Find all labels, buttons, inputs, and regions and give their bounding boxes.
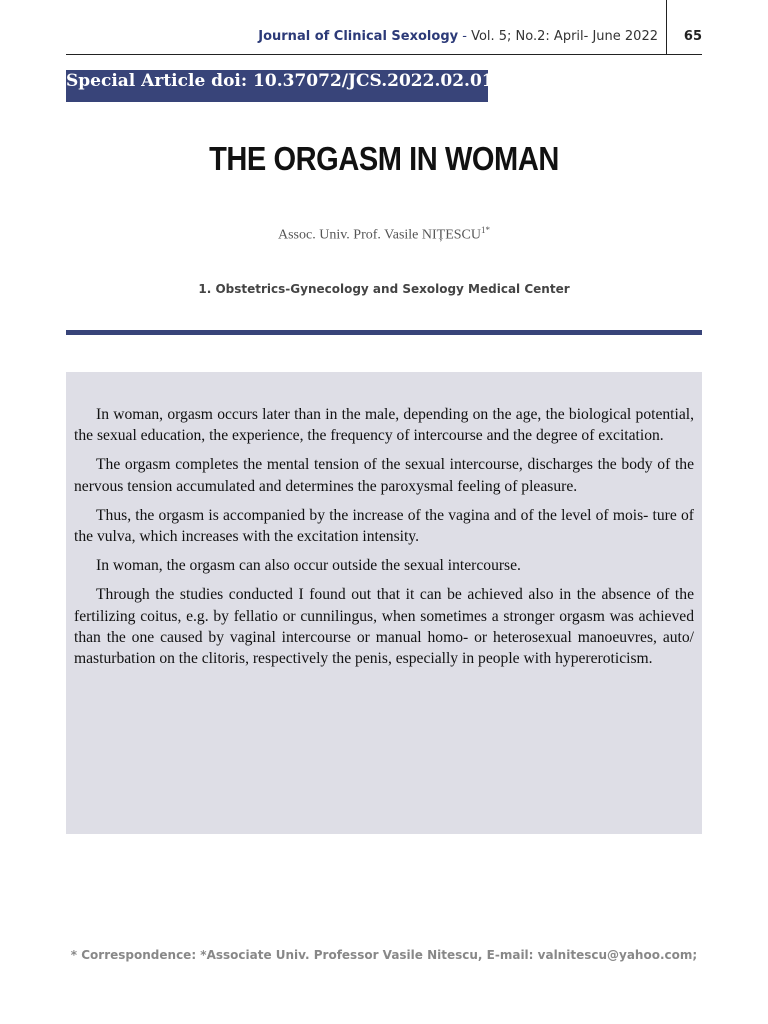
article-type-doi: Special Article doi: 10.37072/JCS.2022.02.01 (66, 71, 494, 91)
journal-name: Journal of Clinical Sexology (258, 29, 459, 44)
abstract-paragraph: Thus, the orgasm is accompanied by the increase of the vagina and of the level of mois- ture of the vulva, which increases with the excitation intensity. (74, 506, 694, 546)
page-header (66, 24, 702, 55)
journal-separator: - (458, 29, 472, 44)
abstract-text (74, 404, 694, 677)
author-name: Assoc. Univ. Prof. Vasile NIȚESCU (278, 227, 481, 243)
article-type-banner (66, 70, 494, 102)
header-divider (666, 0, 667, 54)
correspondence-footnote: * Correspondence: *Associate Univ. Professor Vasile Nitescu, E-mail: valnitescu@yahoo.com; (70, 948, 698, 962)
journal-info (258, 29, 658, 44)
abstract-paragraph: In woman, the orgasm can also occur outside the sexual intercourse. (96, 557, 521, 575)
author-superscript: 1* (481, 225, 490, 235)
abstract-paragraph: Through the studies conducted I found out that it can be achieved also in the absence of the fertilizing coitus, e.g. by fellatio or cunnilingus, when sometimes a stronger orgasm was achieved than the one caused by vaginal intercourse or manual homo- or heterosexual manoeuvres, auto/ masturbation on the clitoris, respectively the penis, especially in people with hypereroticism. (74, 586, 694, 668)
article-title: THE ORGASM IN WOMAN (209, 140, 559, 177)
author-line (66, 225, 702, 244)
affiliation: 1. Obstetrics-Gynecology and Sexology Medical Center (198, 282, 570, 296)
abstract-box (66, 372, 702, 834)
journal-volume: Vol. 5; No.2: April- June 2022 (471, 29, 658, 44)
abstract-paragraph: The orgasm completes the mental tension of the sexual intercourse, discharges the body of the nervous tension accumulated and determines the paroxysmal feeling of pleasure. (74, 456, 694, 495)
page-number: 65 (683, 29, 702, 44)
section-rule (66, 330, 702, 335)
abstract-paragraph: In woman, orgasm occurs later than in the male, depending on the age, the biological potential, the sexual education, the experience, the frequency of intercourse and the degree of excitation. (74, 406, 694, 445)
